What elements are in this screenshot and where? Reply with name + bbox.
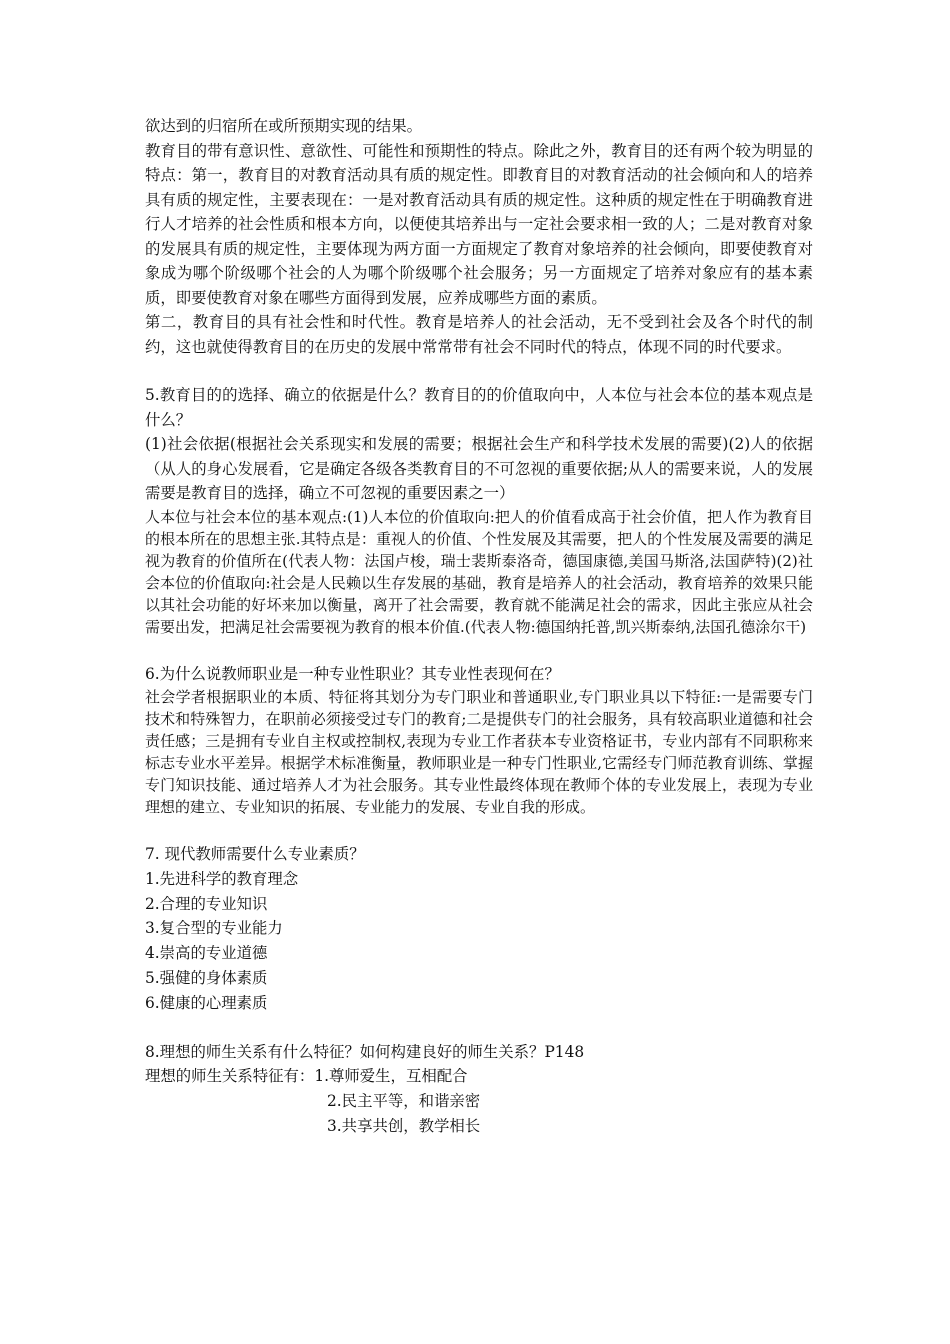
intro-paragraph-3: 第二，教育目的具有社会性和时代性。教育是培养人的社会活动，无不受到社会及各个时代的制约，这也就使得教育目的在历史的发展中常常带有社会不同时代的特点，体现不同的时代要求。	[145, 313, 813, 356]
q8-item-row-1	[145, 1064, 813, 1089]
q8-lead: 理想的师生关系特征有：	[145, 1067, 315, 1086]
spacer	[145, 638, 813, 662]
q6-answer: 社会学者根据职业的本质、特征将其划分为专门职业和普通职业,专门职业具以下特征:一是需要专门技术和特殊智力，在职前必须接受过专门的教育;二是提供专门的社会服务，具有较高职业道德和社会责任感；三是拥有专业自主权或控制权,表现为专业工作者获本专业资格证书，专业内部有不同职称来标志专业水平差异。根据学术标准衡量，教师职业是一种专门性职业,它需经专门师范教育训练、掌握专门知识技能、通过培养人才为社会服务。其专业性最终体现在教师个体的专业发展上，表现为专业理想的建立、专业知识的拓展、专业能力的发展、专业自我的形成。	[145, 688, 813, 816]
q8-question: 8.理想的师生关系有什么特征？如何构建良好的师生关系？P148	[145, 1042, 585, 1061]
intro-paragraph-2: 教育目的带有意识性、意欲性、可能性和预期性的特点。除此之外，教育目的还有两个较为明显的特点：第一，教育目的对教育活动具有质的规定性。即教育目的对教育活动的社会倾向和人的培养具有质的规定性，主要表现在：一是对教育活动具有质的规定性。这种质的规定性在于明确教育进行人才培养的社会性质和根本方向，以便使其培养出与一定社会要求相一致的人；二是对教育对象的发展具有质的规定性，主要体现为两方面一方面规定了教育对象培养的社会倾向，即要使教育对象成为哪个阶级哪个社会的人为哪个阶级哪个社会服务；另一方面规定了培养对象应有的基本素质，即要使教育对象在哪些方面得到发展，应养成哪些方面的素质。	[145, 141, 813, 307]
q8-item-row-3	[145, 1114, 813, 1139]
q6-question: 6.为什么说教师职业是一种专业性职业？其专业性表现何在？	[145, 664, 560, 683]
q8-item-2: 2.民主平等，和谐亲密	[327, 1092, 481, 1111]
q8-item-3: 3.共享共创，教学相长	[327, 1116, 481, 1135]
document-page	[145, 114, 813, 1139]
q7-item-5: 5.强健的身体素质	[145, 968, 268, 987]
q5-answer-basis: (1)社会依据(根据社会关系现实和发展的需要；根据社会生产和科学技术发展的需要)(2)人的依据（从人的身心发展看，它是确定各级各类教育目的不可忽视的重要依据;从人的需要来说，人的发展需要是教育目的选择，确立不可忽视的重要因素之一）	[145, 435, 813, 502]
q7-item-4: 4.崇高的专业道德	[145, 944, 268, 963]
q5-answer-views: 人本位与社会本位的基本观点:(1)人本位的价值取向:把人的价值看成高于社会价值，把人作为教育目的根本所在的思想主张.其特点是：重视人的价值、个性发展及其需要，把人的个性发展及需要的满足视为教育的价值所在(代表人物：法国卢梭，瑞士裴斯泰洛奇，德国康德,美国马斯洛,法国萨特)(2)社会本位的价值取向:社会是人民赖以生存发展的基础，教育是培养人的社会活动，教育培养的效果只能以其社会功能的好坏来加以衡量，离开了社会需要，教育就不能满足社会的需求，因此主张应从社会需要出发，把满足社会需要视为教育的根本价值.(代表人物:德国纳托普,凯兴斯泰纳,法国孔德涂尔干)	[145, 507, 813, 636]
q8-item-1: 1.尊师爱生，互相配合	[314, 1067, 468, 1086]
q7-question: 7. 现代教师需要什么专业素质？	[145, 845, 365, 863]
q7-item-2: 2.合理的专业知识	[145, 894, 268, 913]
q7-item-3: 3.复合型的专业能力	[145, 919, 283, 938]
intro-paragraph-1: 欲达到的归宿所在或所预期实现的结果。	[145, 117, 423, 135]
spacer	[145, 818, 813, 842]
q7-item-1: 1.先进科学的教育理念	[145, 869, 299, 888]
q7-item-6: 6.健康的心理素质	[145, 993, 268, 1012]
spacer	[145, 359, 813, 383]
q5-question: 5.教育目的的选择、确立的依据是什么？教育目的的价值取向中，人本位与社会本位的基本观点是什么？	[145, 386, 813, 429]
q8-item-row-2	[145, 1089, 813, 1114]
spacer	[145, 1016, 813, 1040]
